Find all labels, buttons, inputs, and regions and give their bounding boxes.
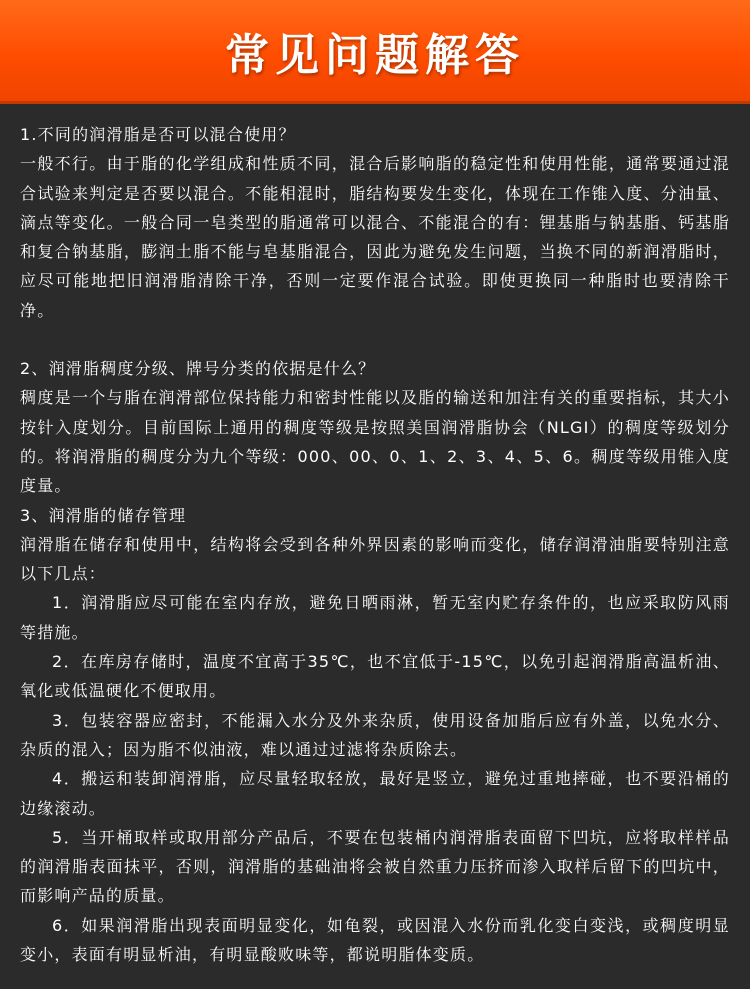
section-gap — [20, 325, 730, 354]
storage-rule-6: 6．如果润滑脂出现表面明显变化，如龟裂，或因混入水份而乳化变白变浅，或稠度明显变小，表面有明显析油，有明显酸败味等，都说明脂体变质。 — [20, 915, 730, 965]
storage-rule-2: 2．在库房存储时，温度不宜高于35℃，也不宜低于-15℃，以免引起润滑脂高温析油、氧化或低温硬化不便取用。 — [20, 652, 730, 701]
page-title: 常见问题解答 — [225, 29, 525, 81]
answer-2-text: 稠度是一个与脂在润滑部位保持能力和密封性能以及脂的输送和加注有关的重要指标，其大小按针入度划分。目前国际上通用的稠度等级是按照美国润滑脂协会（NLGI）的稠度等级划分的。将润滑脂的稠度分为九个等级：000、00、0、1、2、3、4、5、6。稠度等级用锥入度度量。 — [20, 388, 730, 496]
faq-content — [0, 104, 750, 969]
storage-rule-5: 5．当开桶取样或取用部分产品后，不要在包装桶内润滑脂表面留下凹坑，应将取样样品的润滑脂表面抹平，否则，润滑脂的基础油将会被自然重力压挤而渗入取样后留下的凹坑中，而影响产品的质量。 — [20, 827, 730, 906]
question-2-heading: 2、润滑脂稠度分级、牌号分类的依据是什么？ — [20, 359, 376, 379]
storage-rule-3: 3．包装容器应密封，不能漏入水分及外来杂质，使用设备加脂后应有外盖，以免水分、杂质的混入；因为脂不似油液，难以通过过滤将杂质除去。 — [20, 710, 730, 759]
answer-3-intro: 润滑脂在储存和使用中，结构将会受到各种外界因素的影响而变化，储存润滑油脂要特别注意以下几点： — [20, 534, 730, 584]
answer-1-text: 一般不行。由于脂的化学组成和性质不同，混合后影响脂的稳定性和使用性能，通常要通过混合试验来判定是否要以混合。不能相混时，脂结构要发生变化，体现在工作锥入度、分油量、滴点等变化。一般合同一皂类型的脂通常可以混合、不能混合的有：锂基脂与钠基脂、钙基脂和复合钠基脂，膨润土脂不能与皂基脂混合，因此为避免发生问题，当换不同的新润滑脂时，应尽可能地把旧润滑脂清除干净，否则一定要作混合试验。即使更换同一种脂时也要清除干净。 — [20, 154, 730, 320]
question-3-heading: 3、润滑脂的储存管理 — [20, 505, 187, 525]
question-1-heading: 1.不同的润滑脂是否可以混合使用？ — [20, 125, 296, 144]
storage-rule-1: 1．润滑脂应尽可能在室内存放，避免日晒雨淋，暂无室内贮存条件的，也应采取防风雨等措施。 — [20, 593, 730, 642]
storage-rule-4: 4．搬运和装卸润滑脂，应尽量轻取轻放，最好是竖立，避免过重地摔碰，也不要沿桶的边缘滚动。 — [20, 769, 730, 818]
header-banner — [0, 0, 750, 104]
